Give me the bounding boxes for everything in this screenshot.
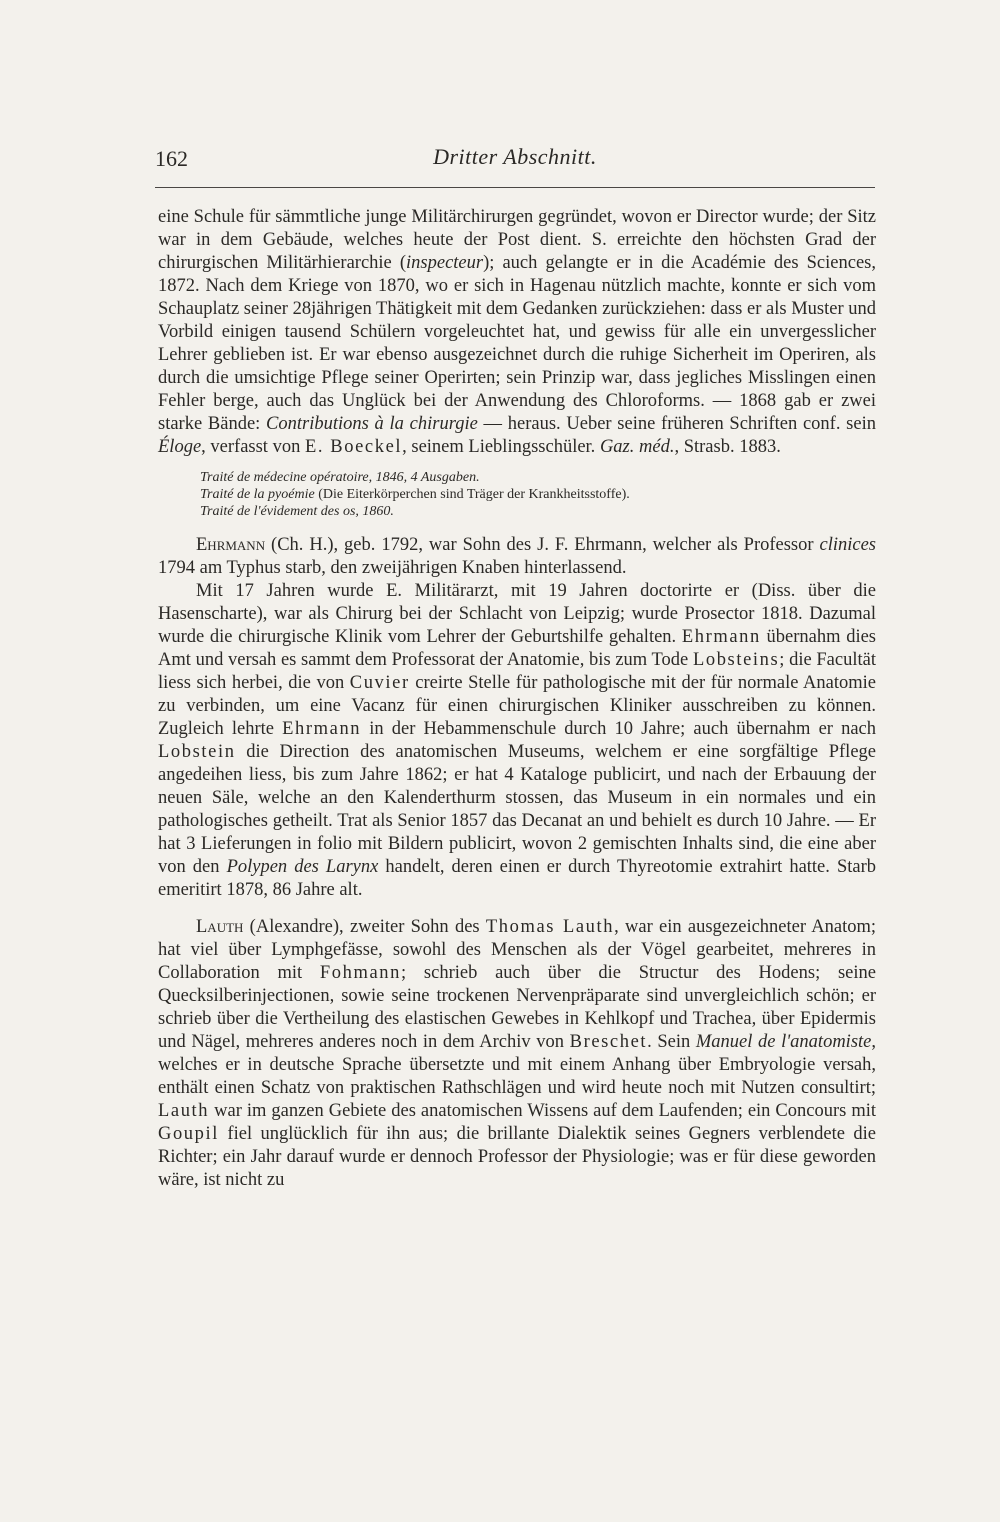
- body-text: [158, 206, 876, 1192]
- page-header: [155, 140, 875, 180]
- paragraph-ehrmann-career: Mit 17 Jahren wurde E. Militärarzt, mit 19 Jahren doctorirte er (Diss. über die Hasenscharte), war als Chirurg bei der Schlacht von Leipzig; wurde Prosector 1818. Dazumal wurde die chirurgische Klinik vom Lehrer der Geburtshilfe gehalten. Ehrmann übernahm dies Amt und versah es sammt dem Professorat der Anatomie, bis zum Tode Lobsteins; die Facultät liess sich herbei, die von Cuvier creirte Stelle für pathologische mit der für normale Anatomie zu verbinden, um eine Vacanz für einen chirurgischen Kliniker ausschreiben zu können. Zugleich lehrte Ehrmann in der Hebammenschule durch 10 Jahre; auch übernahm er nach Lobstein die Direction des anatomischen Museums, welchem er eine sorgfältige Pflege angedeihen liess, bis zum Jahre 1862; er hat 4 Kataloge publicirt, und nach der Erbauung der neuen Säle, welche an den Kalenderthurm stossen, das Museum in ein normales und ein pathologisches getheilt. Trat als Senior 1857 das Decanat an und behielt es durch 10 Jahre. — Er hat 3 Lieferungen in folio mit Bildern publicirt, wovon 2 gemischten Inhalts sind, die eine aber von den Polypen des Larynx handelt, deren einen er durch Thyreotomie extrahirt hatte. Starb emeritirt 1878, 86 Jahre alt.: [158, 581, 877, 900]
- note-item: Traité de médecine opératoire, 1846, 4 Ausgaben.: [200, 470, 480, 485]
- paragraph-ehrmann-intro: Ehrmann (Ch. H.), geb. 1792, war Sohn des J. F. Ehrmann, welcher als Professor clinices 1794 am Typhus starb, den zweijährigen Knaben hinterlassend.: [158, 535, 876, 578]
- running-title: Dritter Abschnitt.: [433, 144, 597, 169]
- header-rule: [155, 187, 875, 188]
- note-item: Traité de la pyoémie (Die Eiterkörperchen sind Träger der Krankheitsstoffe).: [200, 487, 630, 502]
- entry-name: Ehrmann: [196, 535, 266, 555]
- bibliography-notes: [158, 469, 876, 520]
- paragraph-lauth: Lauth (Alexandre), zweiter Sohn des Thomas Lauth, war ein ausgezeichneter Anatom; hat viel über Lymphgefässe, sowohl des Menschen als der Vögel gearbeitet, mehreres in Collaboration mit Fohmann; schrieb auch über die Structur des Hodens; seine Quecksilberinjectionen, sowie seine trockenen Nervenpräparate sind unvergleichlich schön; er schrieb über die Vertheilung des elastischen Gewebes in Kehlkopf und Trachea, über Epidermis und Nägel, mehreres anderes noch in dem Archiv von Breschet. Sein Manuel de l'anatomiste, welches er in deutsche Sprache übersetzte und mit einem Anhang über Embryologie versah, enthält einen Schatz von praktischen Rathschlägen und wird heute noch mit Nutzen consultirt; Lauth war im ganzen Gebiete des anatomischen Wissens auf dem Laufenden; ein Concours mit Goupil fiel unglücklich für ihn aus; die brillante Dialektik seines Gegners verblendete die Richter; ein Jahr darauf wurde er dennoch Professor der Physiologie; was er für diese geworden wäre, ist nicht zu: [158, 917, 877, 1190]
- note-item: Traité de l'évidement des os, 1860.: [200, 504, 394, 519]
- paragraph-sedillot-continued: eine Schule für sämmtliche junge Militärchirurgen gegründet, wovon er Director wurde; der Sitz war in dem Gebäude, welches heute der Post dient. S. erreichte den höchsten Grad der chirurgischen Militärhierarchie (inspecteur); auch gelangte er in die Académie des Sciences, 1872. Nach dem Kriege von 1870, wo er sich in Hagenau nützlich machte, konnte er sich vom Schauplatz seiner 28jährigen Thätigkeit mit dem Gedanken zurückziehen: dass er als Muster und Vorbild einigen tausend Schülern vorgeleuchtet hat, und gewiss für alle ein unvergesslicher Lehrer geblieben ist. Er war ebenso ausgezeichnet durch die ruhige Sicherheit im Operiren, als durch die umsichtige Pflege seiner Operirten; sein Prinzip war, dass jegliches Misslingen einen Fehler berge, auch das Unglück bei der Anwendung des Chloroforms. — 1868 gab er zwei starke Bände: Contributions à la chirurgie — heraus. Ueber seine früheren Schriften conf. sein Éloge, verfasst von E. Boeckel, seinem Lieblingsschüler. Gaz. méd., Strasb. 1883.: [158, 207, 876, 457]
- entry-name: Lauth: [196, 917, 244, 937]
- page-number: 162: [155, 146, 188, 171]
